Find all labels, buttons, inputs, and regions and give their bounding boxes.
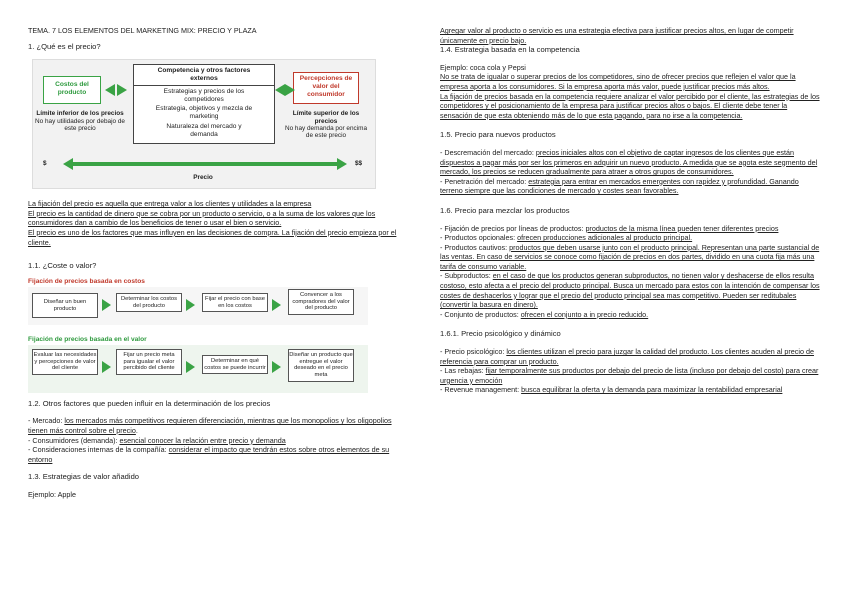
- cost-step: Determinar los costos del producto: [116, 293, 182, 313]
- arrow-right-icon: [337, 158, 347, 170]
- value-step: Evaluar las necesidades y percepciones de valor del cliente: [32, 349, 98, 375]
- heading-1-3: 1.3. Estrategias de valor añadido: [28, 472, 140, 482]
- arrow-right-icon: [186, 361, 195, 373]
- factor-item: - Consideraciones internas de la compañía: considerar el impacto que tendrán estos sobre otros elementos de su entorno: [28, 445, 390, 464]
- costs-box: Costos del producto: [43, 76, 101, 104]
- value-step: Determinar en qué costos se puede incurrir: [202, 355, 268, 375]
- low-price-sign: $: [43, 160, 47, 168]
- mix-item: - Fijación de precios por líneas de productos: productos de la misma línea pueden tener diferentes precios: [440, 223, 779, 233]
- factor-item: - Consumidores (demanda): esencial conocer la relación entre precio y demanda: [28, 435, 286, 445]
- psych-item: - Revenue management: busca equilibrar la oferta y la demanda para maximizar la rentabilidad empresarial: [440, 385, 783, 395]
- doc-title: TEMA. 7 LOS ELEMENTOS DEL MARKETING MIX: PRECIO Y PLAZA: [28, 26, 257, 35]
- perceptions-box: Percepciones de valor del consumidor: [293, 72, 359, 104]
- value-step: Diseñar un producto que entregue el valor deseado en el precio meta: [288, 349, 354, 382]
- example: Ejemplo: Apple: [28, 489, 76, 499]
- price-axis-label: Precio: [193, 174, 213, 182]
- external-title: Competencia y otros factores externos: [134, 65, 274, 86]
- arrow-right-icon: [102, 299, 111, 311]
- heading-1-2: 1.2. Otros factores que pueden influir en la determinación de los precios: [28, 398, 271, 408]
- factor-item: - Mercado: los mercados más competitivos requieren diferenciación, mientras que los monopolios y los oligopolios tienen más control sobre el precio.: [28, 416, 392, 435]
- psych-item: - Las rebajas: fijar temporalmente sus productos por debajo del precio de lista (incluso por debajo del costo) para crear urgencia y emoción: [440, 366, 819, 385]
- arrow-right-icon: [186, 299, 195, 311]
- strategy-item: - Penetración del mercado: estrategia para entrar en mercados emergentes con rapidez y profundidad. Ganando terreno siempre que las condiciones de mercado y costes sean favorables.: [440, 176, 799, 196]
- example: Ejemplo: coca cola y Pepsi: [440, 62, 526, 72]
- mix-item: - Subproductos: en el caso de que los productos generan subproductos, no tienen valor y deshacerse de ellos resulta costoso, esto afecta a el precio del producto principal. Busca un mercado para estos con la intención de compensar los costes de deshacerlos y lograr que el precio del producto principal sea mas competitivo. Pueden ser reditubales (convertir la basura en dinero).: [440, 271, 820, 310]
- mix-item: - Productos opcionales: ofrecen producciones adicionales al producto principal.: [440, 233, 693, 243]
- arrow-right-icon: [285, 84, 295, 96]
- value-based-label: Fijación de precios basada en el valor: [28, 335, 147, 343]
- external-factors-box: [133, 64, 275, 144]
- mix-item: - Conjunto de productos: ofrecen el conjunto a in precio reducido.: [440, 309, 649, 319]
- mix-item: - Productos cautivos: productos que deben usarse junto con el producto principal. Representan una parte sustancial de las ventas. En caso de servicios se conoce como fijación de precios en dos partes, dividido en una cuota fija más una tarifa de consumo variable.: [440, 242, 820, 271]
- cost-based-label: Fijación de precios basada en costos: [28, 277, 145, 285]
- arrow-right-icon: [272, 361, 281, 373]
- high-price-sign: $$: [355, 160, 363, 168]
- cost-step: Convencer a los compradores del valor del producto: [288, 289, 354, 315]
- heading-1-6: 1.6. Precio para mezclar los productos: [440, 205, 570, 215]
- paragraph: La fijación del precio es aquella que entrega valor a los clientes y utilidades a la empresa: [28, 199, 312, 209]
- external-item: Estrategias y precios de los competidores: [163, 87, 245, 103]
- arrow-right-icon: [102, 361, 111, 373]
- lower-limit-text: No hay utilidades por debajo de este precio: [35, 117, 125, 132]
- heading-1-4: 1.4. Estrategia basada en la competencia: [440, 45, 580, 55]
- paragraph: Agregar valor al producto o servicio es una estrategia efectiva para justificar precios altos, en lugar de competir únicamente en precio bajo.: [440, 26, 794, 45]
- paragraph: La fijación de precios basada en la competencia requiere analizar el valor percibido por el cliente, las estrategias de los competidores y el posicionamiento de la empresa para justificar precios altos o bajos. El cliente debe tener la sensación de que esta obteniendo más de lo que esta pagando, para no irse a la competencia.: [440, 91, 820, 120]
- heading-1-1: 1.1. ¿Coste o valor?: [28, 261, 97, 271]
- external-item: Naturaleza del mercado y demanda: [166, 122, 242, 138]
- arrow-right-icon: [272, 299, 281, 311]
- strategy-item: - Descremación del mercado: precios iniciales altos con el objetivo de captar ingresos de los clientes que están dispuestos a pagar más por ser los primeros en adquirir un nuevo producto. A medida que se agota este segmento del mercado, los precios se reducen gradualmente para atraer a otros grupos de consumidores.: [440, 147, 818, 177]
- cost-step: Diseñar un buen producto: [32, 293, 98, 319]
- heading-1-6-1: 1.6.1. Precio psicológico y dinámico: [440, 329, 561, 339]
- left-column: [28, 26, 408, 500]
- value-step: Fijar un precio meta para igualar el valor percibido del cliente: [116, 349, 182, 375]
- upper-limit-title: Límite superior de los precios: [292, 110, 360, 125]
- price-limits-diagram: [32, 59, 376, 189]
- upper-limit: [281, 110, 371, 140]
- upper-limit-text: No hay demanda por encima de este precio: [284, 125, 368, 140]
- paragraph: El precio es la cantidad de dinero que se cobra por un producto o servicio, o a la suma de los valores que los consumidores dan a cambio de los beneficios de tener o usar el bien o servicio.: [28, 208, 376, 228]
- cost-vs-value-diagram: [28, 277, 368, 395]
- arrow-left-icon: [105, 84, 115, 96]
- right-column: [440, 26, 820, 395]
- price-axis-bar: [71, 162, 339, 166]
- heading-1: 1. ¿Qué es el precio?: [28, 41, 101, 51]
- lower-limit-title: Límite inferior de los precios: [36, 110, 124, 118]
- external-item: Estrategia, objetivos y mezcla de marketing: [155, 105, 253, 121]
- lower-limit: [35, 110, 125, 132]
- arrow-left-icon: [275, 84, 285, 96]
- paragraph: El precio es uno de los factores que mas influyen en las decisiones de compra. La fijación del precio empieza por el cliente.: [28, 227, 397, 247]
- arrow-right-icon: [117, 84, 127, 96]
- cost-step: Fijar el precio con base en los costos: [202, 293, 268, 313]
- heading-1-5: 1.5. Precio para nuevos productos: [440, 130, 556, 140]
- psych-item: - Precio psicológico: los clientes utilizan el precio para juzgar la calidad del producto. Los clientes acuden al precio de referencia para comprar un producto.: [440, 347, 814, 366]
- paragraph: No se trata de igualar o superar precios de los competidores, sino de ofrecer precios que reflejen el valor que la empresa aporta a los consumidores. Si la empresa aporta más valor, puede justificar precios más altos.: [440, 72, 796, 91]
